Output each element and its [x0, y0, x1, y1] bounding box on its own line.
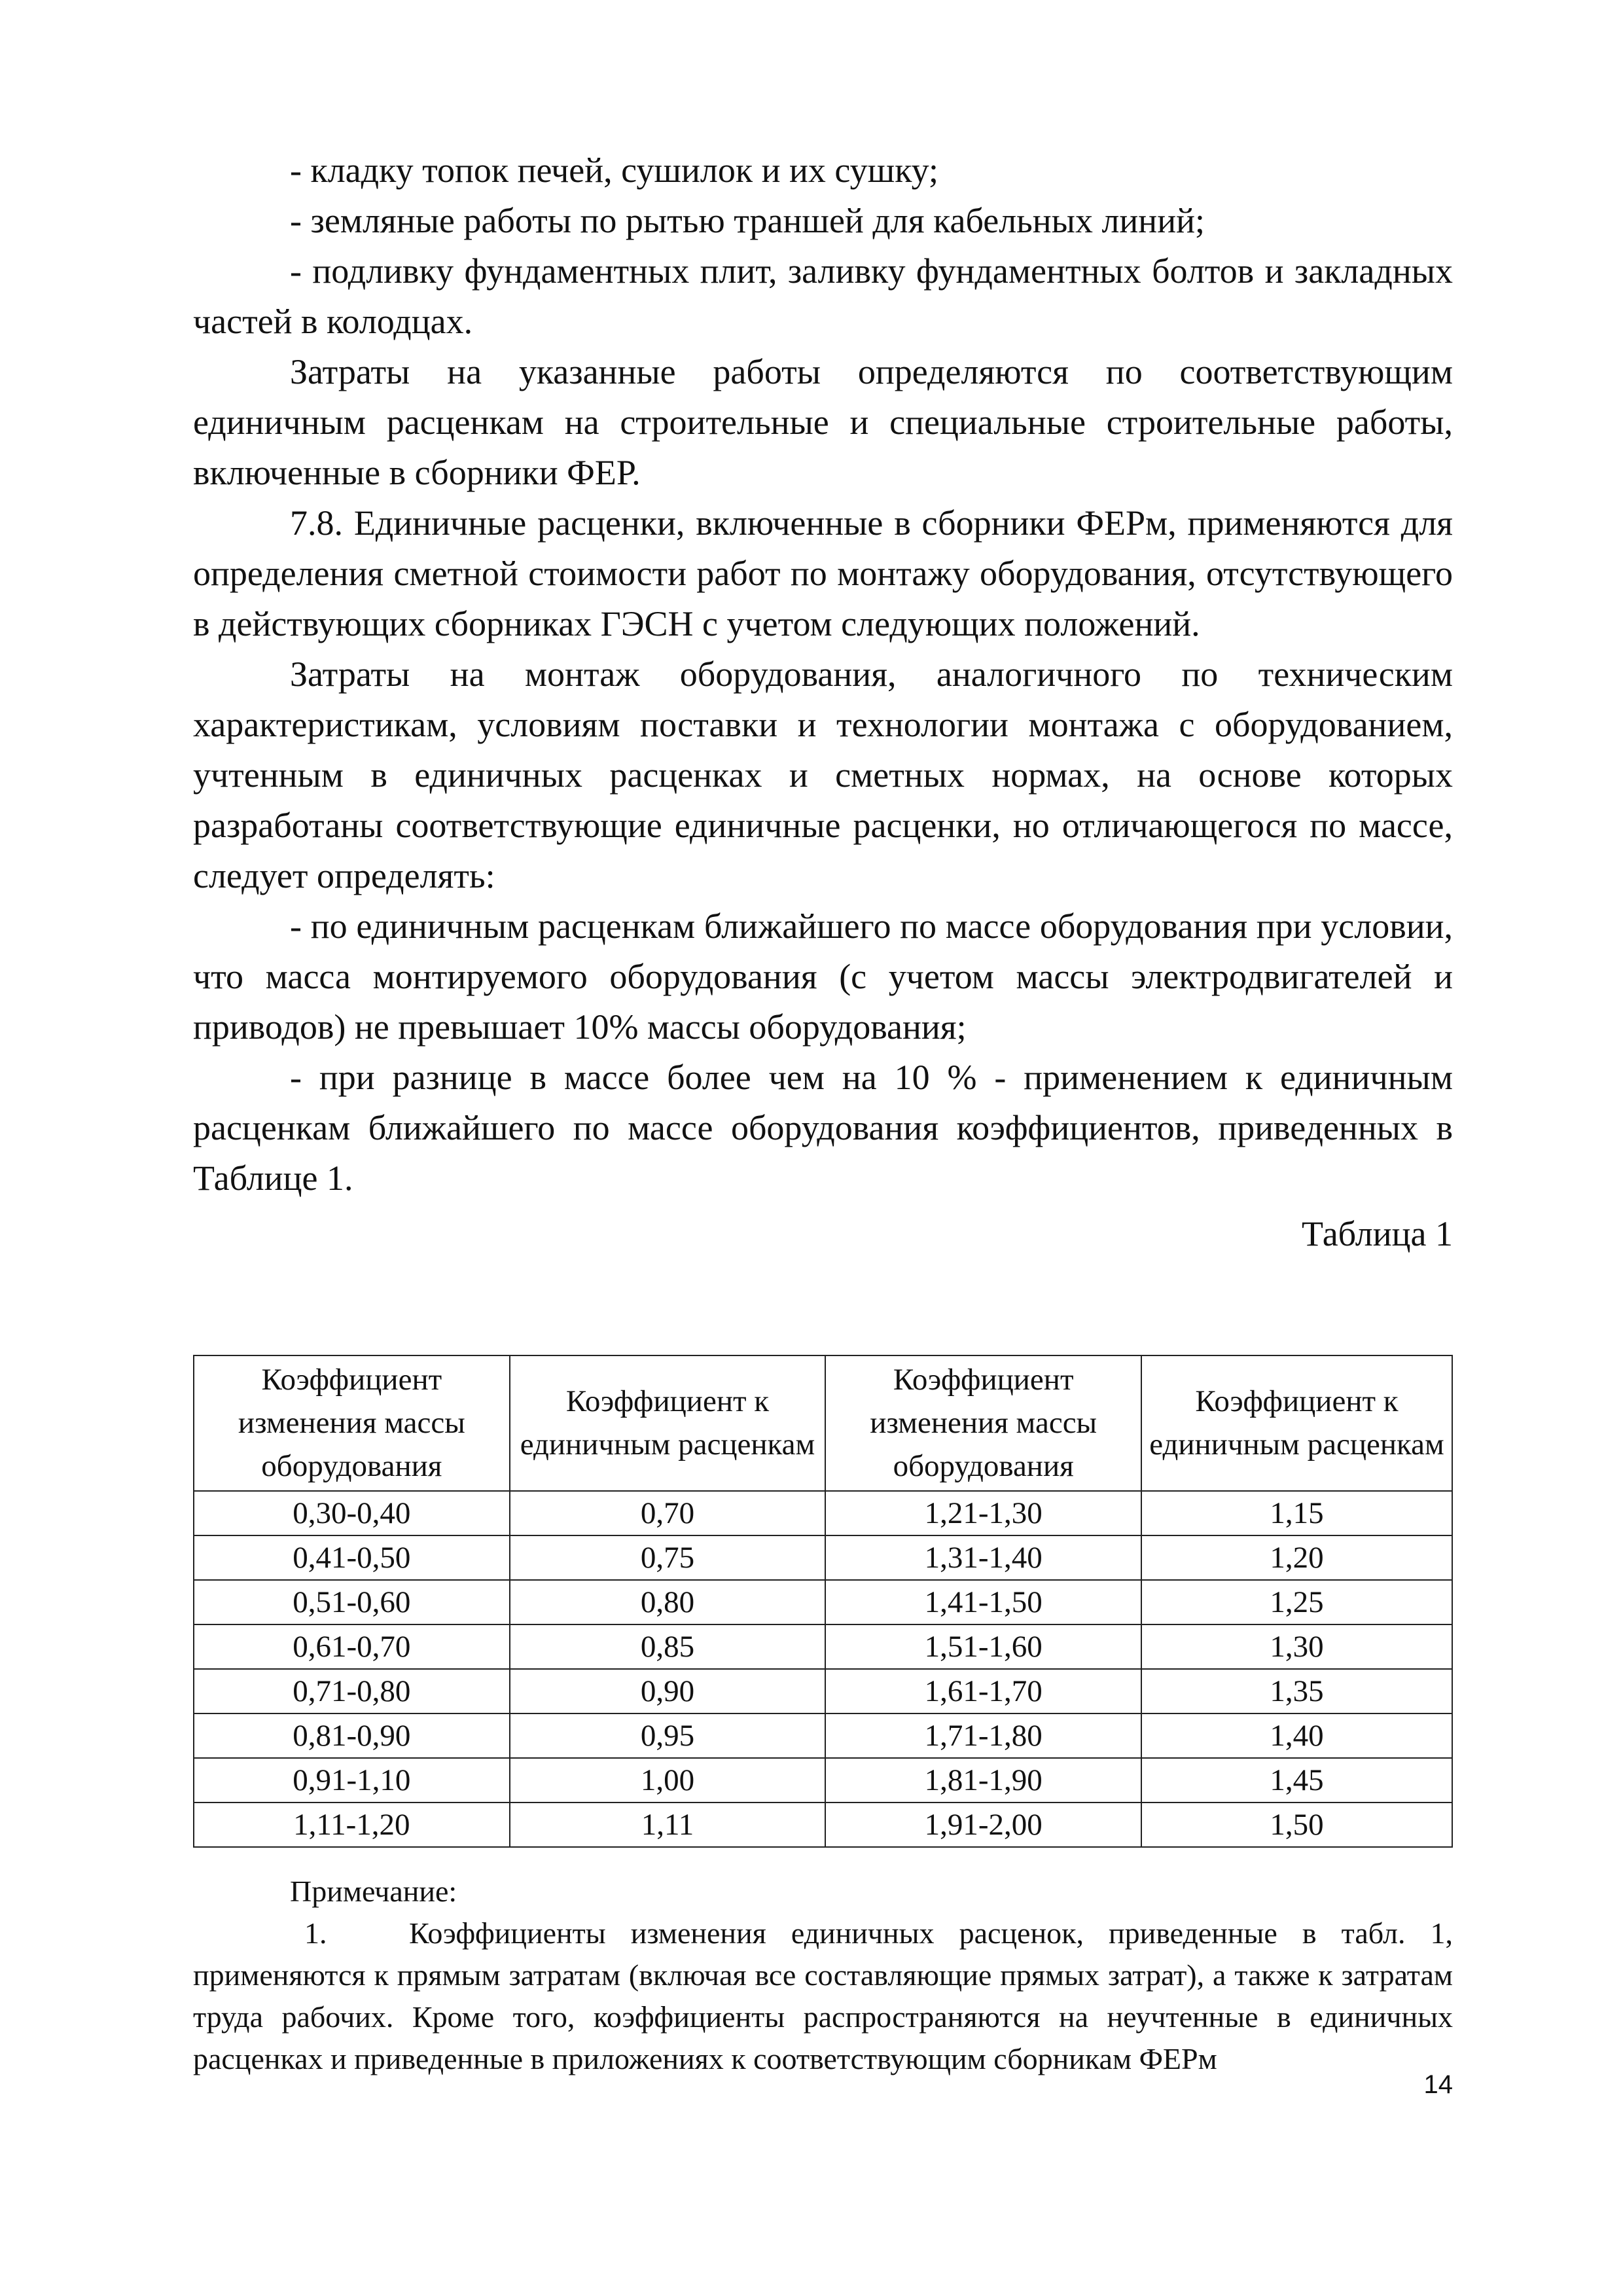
- note-item-number: 1.: [304, 1916, 327, 1950]
- note-title: Примечание:: [290, 1874, 457, 1908]
- header-cell: Коэффициент изменения массы оборудования: [194, 1355, 510, 1491]
- page-number: 14: [1423, 2070, 1453, 2099]
- table-cell: 0,51-0,60: [194, 1580, 510, 1624]
- table-row: [194, 1758, 1452, 1803]
- table-cell: 0,61-0,70: [194, 1624, 510, 1669]
- table-cell: 0,71-0,80: [194, 1669, 510, 1713]
- table-cell: 1,81-1,90: [825, 1758, 1141, 1803]
- table-row: [194, 1580, 1452, 1624]
- paragraph: Затраты на монтаж оборудования, аналогичного по техническим характеристикам, условиям поставки и технологии монтажа с оборудованием, учтенным в единичных расценках и сметных нормах, на основе которых разработаны соответствующие единичные расценки, но отличающегося по массе, следует определять:: [193, 655, 1453, 895]
- paragraph-list-item: - при разнице в массе более чем на 10 % - применением к единичным расценкам ближайшего по массе оборудования коэффициентов, приведенных в Таблице 1.: [193, 1058, 1453, 1198]
- table-cell: 1,00: [510, 1758, 826, 1803]
- table-cell: 0,85: [510, 1624, 826, 1669]
- table-cell: 0,30-0,40: [194, 1491, 510, 1535]
- table-cell: 1,11: [510, 1803, 826, 1847]
- paragraph-list-item: - подливку фундаментных плит, заливку фундаментных болтов и закладных частей в колодцах.: [193, 251, 1453, 341]
- table-cell: 1,20: [1141, 1535, 1452, 1580]
- table-cell: 1,11-1,20: [194, 1803, 510, 1847]
- table-row: [194, 1624, 1452, 1669]
- table-cell: 1,30: [1141, 1624, 1452, 1669]
- table-row: [194, 1535, 1452, 1580]
- table-cell: 0,80: [510, 1580, 826, 1624]
- paragraph-list-item: - земляные работы по рытью траншей для кабельных линий;: [290, 201, 1205, 240]
- table-cell: 1,51-1,60: [825, 1624, 1141, 1669]
- table-cell: 0,91-1,10: [194, 1758, 510, 1803]
- table-cell: 0,70: [510, 1491, 826, 1535]
- table-cell: 1,91-2,00: [825, 1803, 1141, 1847]
- table-row: [194, 1713, 1452, 1758]
- header-cell: Коэффициент к единичным расценкам: [510, 1355, 826, 1491]
- table-cell: 0,81-0,90: [194, 1713, 510, 1758]
- table-cell: 1,40: [1141, 1713, 1452, 1758]
- table-cell: 1,31-1,40: [825, 1535, 1141, 1580]
- paragraph-list-item: - по единичным расценкам ближайшего по массе оборудования при условии, что масса монтируемого оборудования (с учетом массы электродвигателей и приводов) не превышает 10% массы оборудования;: [193, 906, 1453, 1047]
- table-header-row: [194, 1355, 1452, 1491]
- table-cell: 1,45: [1141, 1758, 1452, 1803]
- table-cell: 0,75: [510, 1535, 826, 1580]
- table-cell: 1,61-1,70: [825, 1669, 1141, 1713]
- header-cell: Коэффициент изменения массы оборудования: [825, 1355, 1141, 1491]
- body-text: [193, 145, 1453, 1259]
- note-block: [193, 1871, 1453, 2080]
- table-cell: 0,41-0,50: [194, 1535, 510, 1580]
- header-cell: Коэффициент к единичным расценкам: [1141, 1355, 1452, 1491]
- table-cell: 0,95: [510, 1713, 826, 1758]
- table-row: [194, 1803, 1452, 1847]
- paragraph-list-item: - кладку топок печей, сушилок и их сушку;: [290, 151, 938, 190]
- table-cell: 1,71-1,80: [825, 1713, 1141, 1758]
- table-caption: Таблица 1: [1302, 1214, 1453, 1253]
- paragraph: Затраты на указанные работы определяются по соответствующим единичным расценкам на строительные и специальные строительные работы, включенные в сборники ФЕР.: [193, 352, 1453, 492]
- table-row: [194, 1669, 1452, 1713]
- table-cell: 1,41-1,50: [825, 1580, 1141, 1624]
- table-cell: 1,21-1,30: [825, 1491, 1141, 1535]
- table-cell: 1,25: [1141, 1580, 1452, 1624]
- table-cell: 1,50: [1141, 1803, 1452, 1847]
- table-row: [194, 1491, 1452, 1535]
- table-cell: 1,35: [1141, 1669, 1452, 1713]
- table-cell: 0,90: [510, 1669, 826, 1713]
- coefficient-table: [193, 1355, 1453, 1848]
- table-cell: 1,15: [1141, 1491, 1452, 1535]
- note-item-text: Коэффициенты изменения единичных расценок, приведенные в табл. 1, применяются к прямым затратам (включая все составляющие прямых затрат), а также к затратам труда рабочих. Кроме того, коэффициенты распространяются на неучтенные в единичных расценках и приведенные в приложениях к соответствующим сборникам ФЕРм: [193, 1916, 1453, 2075]
- paragraph-section-7-8: 7.8. Единичные расценки, включенные в сборники ФЕРм, применяются для определения сметной стоимости работ по монтажу оборудования, отсутствующего в действующих сборниках ГЭСН с учетом следующих положений.: [193, 503, 1453, 643]
- note-item: [193, 1912, 1453, 2080]
